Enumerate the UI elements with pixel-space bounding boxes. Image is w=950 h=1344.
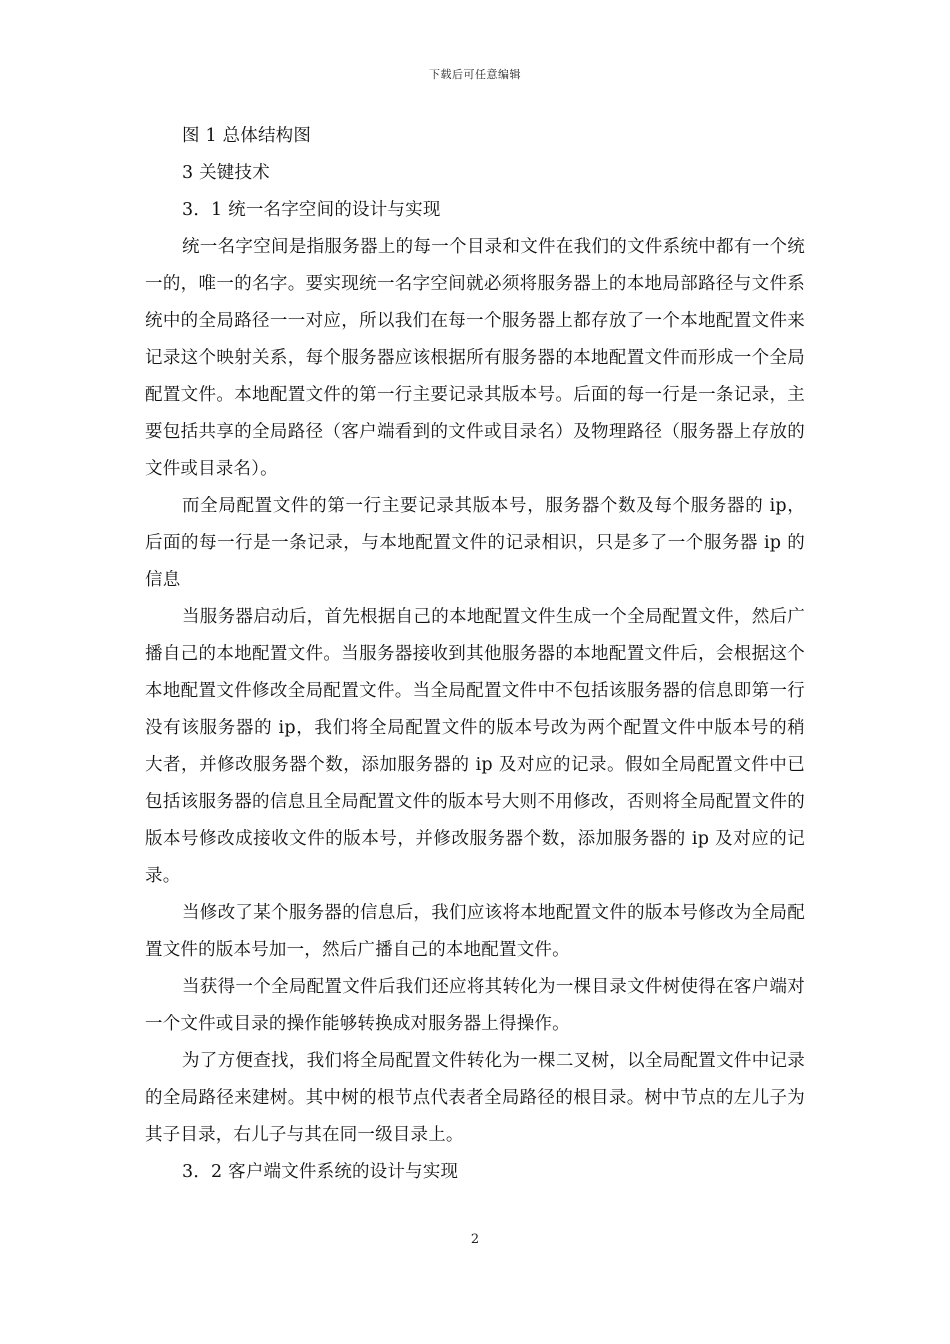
body-paragraph: 当服务器启动后，首先根据自己的本地配置文件生成一个全局配置文件，然后广播自己的本地配置文件。当服务器接收到其他服务器的本地配置文件后，会根据这个本地配置文件修改全局配置文件。当全局配置文件中不包括该服务器的信息即第一行没有该服务器的 ip，我们将全局配置文件的版本号改为两个配置文件中版本号的稍大者，并修改服务器个数，添加服务器的 ip 及对应的记录。假如全局配置文件中已包括该服务器的信息且全局配置文件的版本号大则不用修改，否则将全局配置文件的版本号修改成接收文件的版本号，并修改服务器个数，添加服务器的 ip 及对应的记录。 [145, 607, 805, 886]
document-body [145, 118, 805, 1191]
subsection-heading: 3．1 统一名字空间的设计与实现 [182, 200, 441, 220]
body-paragraph: 而全局配置文件的第一行主要记录其版本号，服务器个数及每个服务器的 ip，后面的每一行是一条记录，与本地配置文件的记录相识，只是多了一个服务器 ip 的信息 [145, 496, 805, 590]
body-paragraph: 统一名字空间是指服务器上的每一个目录和文件在我们的文件系统中都有一个统一的，唯一的名字。要实现统一名字空间就必须将服务器上的本地局部路径与文件系统中的全局路径一一对应，所以我们在每一个服务器上都存放了一个本地配置文件来记录这个映射关系，每个服务器应该根据所有服务器的本地配置文件而形成一个全局配置文件。本地配置文件的第一行主要记录其版本号。后面的每一行是一条记录，主要包括共享的全局路径（客户端看到的文件或目录名）及物理路径（服务器上存放的文件或目录名）。 [145, 237, 805, 479]
section-heading: 3 关键技术 [182, 163, 270, 183]
body-paragraph: 当获得一个全局配置文件后我们还应将其转化为一棵目录文件树使得在客户端对一个文件或目录的操作能够转换成对服务器上得操作。 [145, 977, 805, 1034]
body-paragraph: 为了方便查找，我们将全局配置文件转化为一棵二叉树，以全局配置文件中记录的全局路径来建树。其中树的根节点代表者全局路径的根目录。树中节点的左儿子为其子目录，右儿子与其在同一级目录上。 [145, 1051, 805, 1145]
figure-caption: 图 1 总体结构图 [182, 126, 312, 146]
subsection-heading: 3．2 客户端文件系统的设计与实现 [182, 1162, 459, 1182]
page-number: 2 [470, 1232, 480, 1247]
page-header: 下载后可任意编辑 [429, 68, 521, 81]
body-paragraph: 当修改了某个服务器的信息后，我们应该将本地配置文件的版本号修改为全局配置文件的版本号加一，然后广播自己的本地配置文件。 [145, 903, 805, 960]
